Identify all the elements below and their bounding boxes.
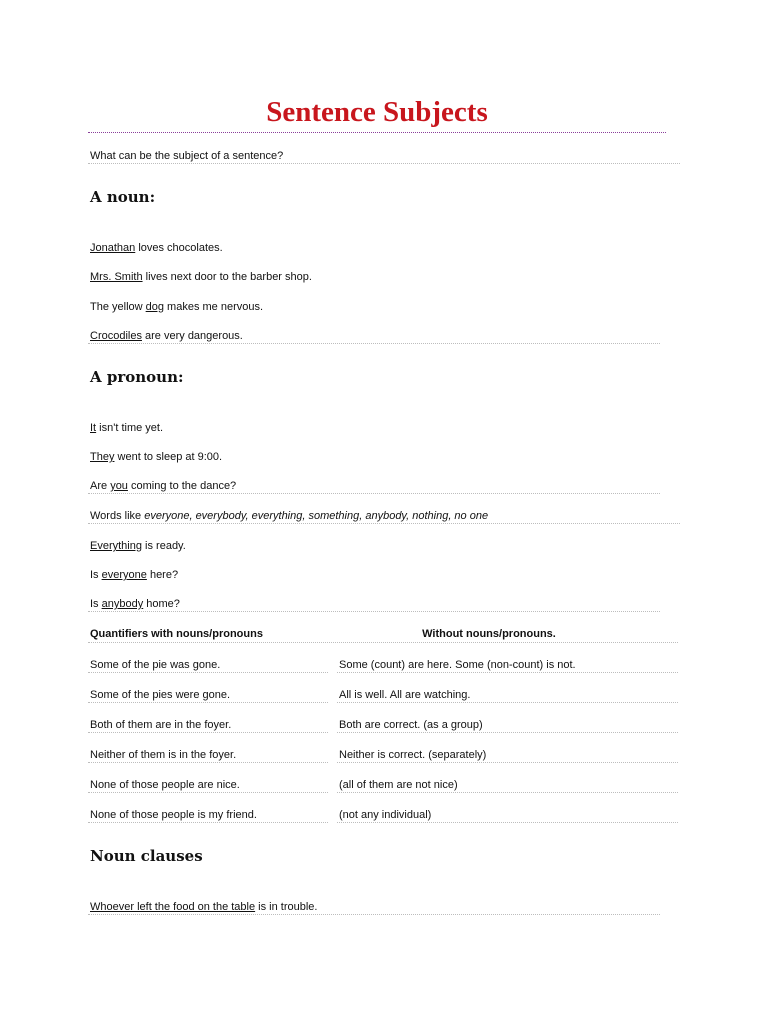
pronoun-example-3: Are you coming to the dance? xyxy=(90,480,237,492)
dotted-divider xyxy=(88,732,328,733)
dotted-divider xyxy=(88,762,328,763)
table-cell: (not any individual) xyxy=(339,809,432,821)
subject: Jonathan xyxy=(90,242,136,254)
dotted-divider xyxy=(337,822,678,823)
table-cell: None of those people is my friend. xyxy=(90,809,257,821)
subject: anybody xyxy=(101,598,144,610)
dotted-divider xyxy=(337,762,678,763)
indefinite-pronoun-list: everyone, everybody, everything, something, anybody, nothing, no one xyxy=(144,510,489,522)
table-cell: All is well. All are watching. xyxy=(339,689,471,701)
dotted-divider xyxy=(88,822,328,823)
dotted-divider xyxy=(88,792,328,793)
subject: everyone xyxy=(101,569,147,581)
subject: Whoever left the food on the table xyxy=(90,901,256,913)
dotted-divider xyxy=(88,523,680,524)
intro-text: What can be the subject of a sentence? xyxy=(90,150,284,162)
table-cell: None of those people are nice. xyxy=(90,779,240,791)
noun-clauses-heading: Noun clauses xyxy=(90,847,203,865)
title-divider xyxy=(88,132,666,133)
subject: dog xyxy=(145,301,164,313)
words-like-line: Words like everyone, everybody, everything, something, anybody, nothing, no one xyxy=(90,510,489,522)
dotted-divider xyxy=(88,702,328,703)
dotted-divider xyxy=(88,343,660,344)
dotted-divider xyxy=(337,702,678,703)
noun-example-1: Jonathan loves chocolates. xyxy=(90,242,223,254)
noun-example-4: Crocodiles are very dangerous. xyxy=(90,330,243,342)
table-cell: (all of them are not nice) xyxy=(339,779,458,791)
table-cell: Both of them are in the foyer. xyxy=(90,719,232,731)
indefinite-example-1: Everything is ready. xyxy=(90,540,186,552)
page-title: Sentence Subjects xyxy=(266,96,488,128)
pronoun-example-2: They went to sleep at 9:00. xyxy=(90,451,223,463)
table-cell: Neither of them is in the foyer. xyxy=(90,749,237,761)
dotted-divider xyxy=(88,672,328,673)
dotted-divider xyxy=(337,792,678,793)
dotted-divider xyxy=(337,672,678,673)
dotted-divider xyxy=(88,611,660,612)
table-cell: Neither is correct. (separately) xyxy=(339,749,487,761)
dotted-divider xyxy=(88,493,660,494)
dotted-divider xyxy=(337,732,678,733)
subject: Crocodiles xyxy=(90,330,142,342)
subject: Everything xyxy=(90,540,142,552)
subject: It xyxy=(90,422,97,434)
table-cell: Some of the pie was gone. xyxy=(90,659,221,671)
table-cell: Some (count) are here. Some (non-count) is not. xyxy=(339,659,576,671)
indefinite-example-3: Is anybody home? xyxy=(90,598,180,610)
pronoun-heading: A pronoun: xyxy=(90,368,184,386)
dotted-divider xyxy=(88,642,678,643)
table-cell: Both are correct. (as a group) xyxy=(339,719,483,731)
subject: you xyxy=(110,480,128,492)
noun-example-2: Mrs. Smith lives next door to the barber shop. xyxy=(90,271,312,283)
quantifiers-col1-header: Quantifiers with nouns/pronouns xyxy=(90,628,263,640)
dotted-divider xyxy=(88,914,660,915)
quantifiers-col2-header: Without nouns/pronouns. xyxy=(422,628,556,640)
subject: They xyxy=(90,451,115,463)
subject: Mrs. Smith xyxy=(90,271,143,283)
pronoun-example-1: It isn't time yet. xyxy=(90,422,164,434)
noun-example-3: The yellow dog makes me nervous. xyxy=(90,301,264,313)
table-cell: Some of the pies were gone. xyxy=(90,689,231,701)
noun-heading: A noun: xyxy=(90,188,156,206)
dotted-divider xyxy=(88,163,680,164)
indefinite-example-2: Is everyone here? xyxy=(90,569,179,581)
noun-clause-example: Whoever left the food on the table is in trouble. xyxy=(90,901,318,913)
